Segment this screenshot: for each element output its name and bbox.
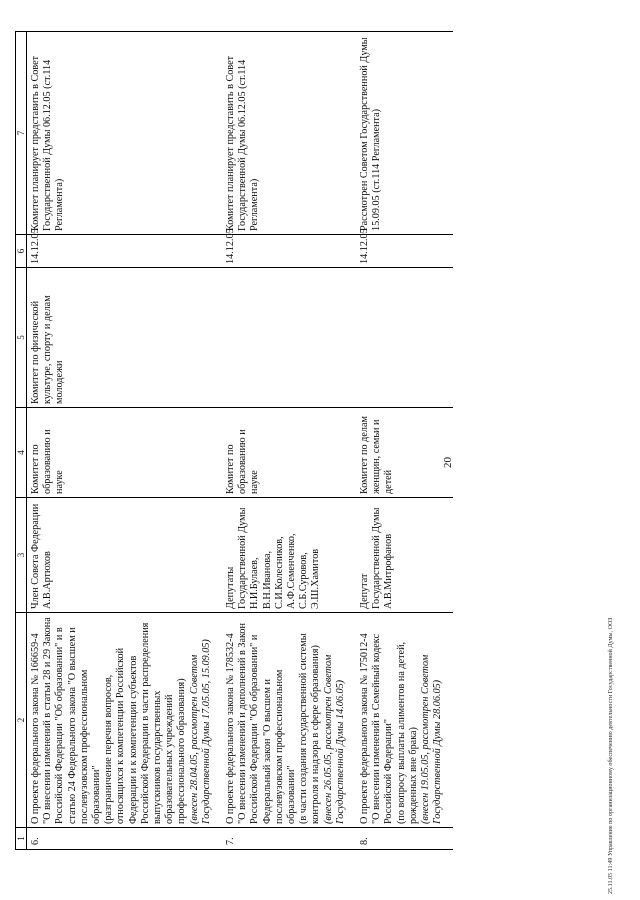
bill-description [27,613,222,828]
bill-note: (разграничение перечня вопросов, относящихся к компетенции Российской Федерации и к компетенции субъектов Российской Федерации в части распределения выпускников государственных образовательных учреждений профессионального образования) [103,622,188,824]
column-header: 7 [16,32,27,235]
column-header: 4 [16,408,27,498]
responsible-committee: Комитет по делам женщин, семьи и детей [355,408,452,498]
table-row [221,32,355,850]
co-committee [355,268,452,408]
responsible-committee: Комитет по образованию и науке [221,408,355,498]
print-footer: 25.11.05 11:49 Управление по организационному обеспечению деятельности Государственной Думы, ООЗ [608,617,614,894]
agenda-table [15,31,453,850]
review-date: 14.12.05 [221,235,355,268]
decision-note: Комитет планирует представить в Совет Государственной Думы 06.12.05 (ст.114 Регламента) [221,32,355,235]
bill-status: (внесен 19.05.05, рассмотрен Советом Государственной Думы 28.06.05) [420,654,444,824]
column-header: 2 [16,613,27,828]
decision-note: Комитет планирует представить в Совет Государственной Думы 06.12.05 (ст.114 Регламента) [27,32,222,235]
bill-title: О проекте федерального закона № 178532-4 [225,633,237,824]
bill-title: О проекте федерального закона № 175012-4 [359,633,371,824]
co-committee [221,268,355,408]
bill-note: (по вопросу выплаты алиментов на детей, рожденных вне брака) [395,641,419,824]
column-header: 6 [16,235,27,268]
responsible-committee: Комитет по образованию и науке [27,408,222,498]
column-header: 1 [16,828,27,850]
bill-status: (внесен 26.05.05, рассмотрен Советом Государственной Думы 14.06.05) [322,654,346,824]
bill-authors: Депутаты Государственной Думы Н.И.Булаев, В.Н.Иванова, С.И.Колесников, А.Ф.Семенченко, С.Б.Суровов, Э.Ш.Хамитов [221,498,355,613]
row-number: 6. [27,828,222,850]
decision-note: Рассмотрен Советом Государственной Думы 15.09.05 (ст.114 Регламента) [355,32,452,235]
co-committee: Комитет по физической культуре, спорту и делам молодежи [27,268,222,408]
bill-title: О проекте федерального закона № 166659-4 [30,633,41,824]
review-date: 14.12.05 [27,235,222,268]
table-row [27,32,222,850]
bill-description [355,613,452,828]
bill-name: "О внесении изменений и дополнений в Закон Российской Федерации "Об образовании" и Федеральный закон "О высшем и послевузовском профессиональном образовании" [237,623,298,824]
bill-name: "О внесении изменений в статьи 28 и 29 Закона Российской Федерации "Об образовании" и в статью 24 Федерального закона "О высшем и послевузовском профессиональном образовании" [42,617,103,824]
bill-authors: Член Совета Федерации А.В.Артюхов [27,498,222,613]
bill-note: (в части создания государственной системы контроля и надзора в сфере образования) [298,633,322,824]
bill-description [221,613,355,828]
column-header-row [16,32,27,850]
review-date: 14.12.05 [355,235,452,268]
table-row [355,32,452,850]
row-number: 8. [355,828,452,850]
row-number: 7. [221,828,355,850]
column-header: 5 [16,268,27,408]
bill-authors: Депутат Государственной Думы А.В.Митрофанов [355,498,452,613]
column-header: 3 [16,498,27,613]
bill-name: "О внесении изменений в Семейный кодекс Российской Федерации" [371,633,395,824]
bill-status: (внесен 28.04.05, рассмотрен Советом Государственной Думы 17.05.05, 15.09.05) [188,639,212,824]
page-number: 20 [442,457,454,468]
